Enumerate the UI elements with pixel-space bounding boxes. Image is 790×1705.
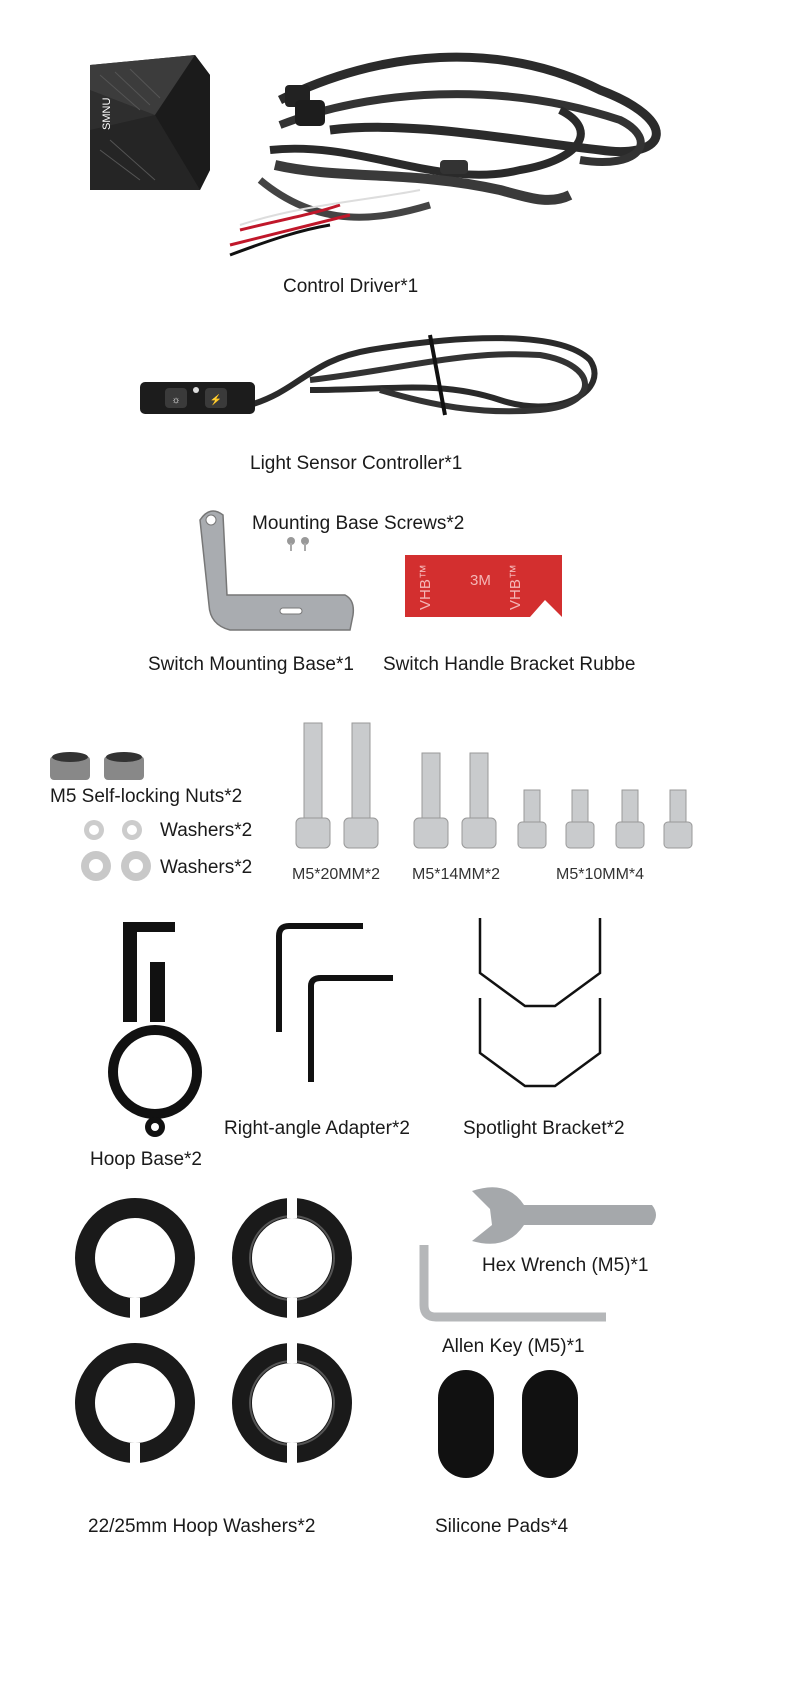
bracket-rubber-label: Switch Handle Bracket Rubbe xyxy=(383,654,636,675)
nuts-image xyxy=(50,752,150,782)
hoop-base-image xyxy=(105,922,205,1142)
hex-wrench-label: Hex Wrench (M5)*1 xyxy=(482,1255,649,1276)
spotlight-bracket-label: Spotlight Bracket*2 xyxy=(463,1118,625,1139)
mounting-screws-label: Mounting Base Screws*2 xyxy=(252,513,465,534)
washers-large-image xyxy=(80,849,156,883)
hoop-base-label: Hoop Base*2 xyxy=(90,1149,202,1170)
screws-image xyxy=(285,535,315,555)
hoop-washers-label: 22/25mm Hoop Washers*2 xyxy=(88,1516,316,1537)
hex-wrench-image xyxy=(462,1183,662,1251)
control-driver-image xyxy=(80,30,700,280)
bracket-rubber-image xyxy=(405,555,565,617)
washers-large-label: Washers*2 xyxy=(160,857,253,878)
rubber-print-a: VHB™ xyxy=(417,564,434,610)
screw-10-label: M5*10MM*4 xyxy=(556,866,645,883)
light-sensor-label: Light Sensor Controller*1 xyxy=(250,453,463,474)
svg-text:VHB™: VHB™ xyxy=(507,564,524,610)
brand-logo: SMNU xyxy=(101,97,113,130)
spotlight-bracket-image xyxy=(475,918,605,1098)
allen-key-label: Allen Key (M5)*1 xyxy=(442,1336,585,1357)
control-driver-label: Control Driver*1 xyxy=(283,276,419,297)
svg-text:⚡: ⚡ xyxy=(209,395,223,406)
washers-small-label: Washers*2 xyxy=(160,820,253,841)
allen-key-image xyxy=(418,1245,608,1325)
switch-mount-base-label: Switch Mounting Base*1 xyxy=(148,654,354,675)
screw-14-label: M5*14MM*2 xyxy=(412,866,501,883)
washers-small-image xyxy=(82,818,147,842)
rubber-print-b: 3M xyxy=(470,572,491,589)
right-angle-label: Right-angle Adapter*2 xyxy=(224,1118,410,1139)
svg-text:☼: ☼ xyxy=(171,395,181,406)
right-angle-image xyxy=(275,922,400,1087)
nuts-label: M5 Self-locking Nuts*2 xyxy=(50,786,243,807)
hoop-washers-image xyxy=(75,1193,360,1483)
screws-set-image xyxy=(290,718,700,853)
screw-20-label: M5*20MM*2 xyxy=(292,866,381,883)
silicone-pads-label: Silicone Pads*4 xyxy=(435,1516,569,1537)
silicone-pads-image xyxy=(438,1370,580,1478)
light-sensor-image xyxy=(140,320,610,430)
